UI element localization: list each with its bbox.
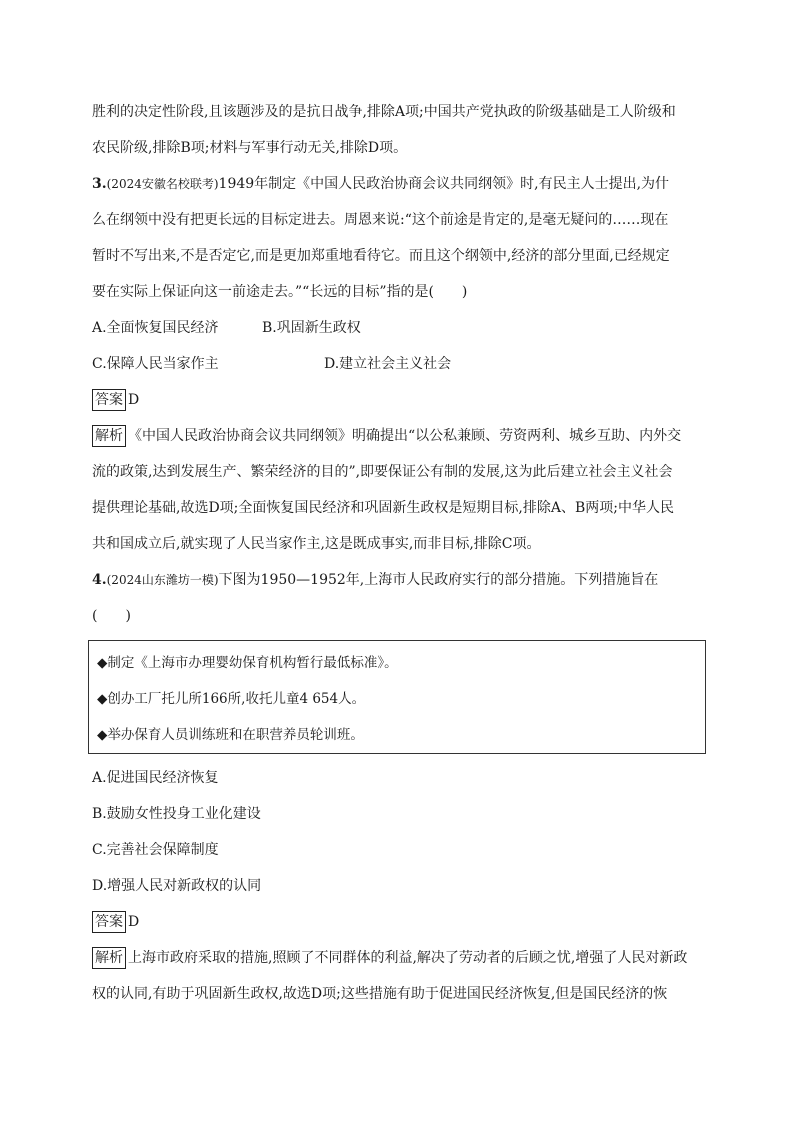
question-3-analysis [92, 424, 704, 556]
question-3-options [92, 316, 704, 376]
question-text: 下图为1950—1952年,上海市人民政府实行的部分措施。下列措施旨在 [218, 572, 659, 588]
question-number: 4. [92, 572, 107, 588]
document-page [92, 100, 704, 1018]
answer-value: D [128, 914, 140, 930]
option-b[interactable]: B.巩固新生政权 [262, 320, 361, 336]
text-line: 胜利的决定性阶段,且该题涉及的是抗日战争,排除A项;中国共产党执政的阶级基础是工人阶级和 [92, 104, 676, 120]
question-3-answer [92, 388, 704, 412]
question-text: 暂时不写出来,不是否定它,而是更加郑重地看待它。而且这个纲领中,经济的部分里面,已经规定 [92, 248, 670, 264]
question-4 [92, 568, 704, 628]
option-d[interactable]: D.建立社会主义社会 [324, 356, 452, 372]
measure-item: ◆制定《上海市办理婴幼保育机构暂行最低标准》。 [97, 655, 398, 671]
question-4-options [92, 766, 704, 898]
question-source: (2024安徽名校联考) [106, 177, 219, 191]
measure-item: ◆创办工厂托儿所166所,收托儿童4 654人。 [97, 691, 366, 707]
previous-analysis-continuation [92, 100, 704, 160]
option-b[interactable]: B.鼓励女性投身工业化建设 [92, 806, 261, 822]
analysis-text: 共和国成立后,就实现了人民当家作主,这是既成事实,而非目标,排除C项。 [92, 536, 541, 552]
option-a[interactable]: A.促进国民经济恢复 [92, 770, 219, 786]
answer-label: 答案 [92, 389, 126, 411]
analysis-text: 上海市政府采取的措施,照顾了不同群体的利益,解决了劳动者的后顾之忧,增强了人民对新政 [128, 950, 688, 966]
question-4-answer [92, 910, 704, 934]
analysis-label: 解析 [92, 425, 126, 447]
question-text: ( ) [92, 608, 131, 624]
question-3-first-line [92, 172, 704, 196]
question-text: 么在纲领中没有把更长远的目标定进去。周恩来说:“这个前途是肯定的,是毫无疑问的……现在 [92, 212, 669, 228]
question-source: (2024山东潍坊一模) [106, 573, 219, 587]
question-text: 要在实际上保证向这一前途走去。”“长远的目标”指的是( ) [92, 284, 468, 300]
question-4-analysis [92, 946, 704, 1006]
question-text: 1949年制定《中国人民政治协商会议共同纲领》时,有民主人士提出,为什 [218, 176, 670, 192]
option-d[interactable]: D.增强人民对新政权的认同 [92, 878, 262, 894]
analysis-label: 解析 [92, 947, 126, 969]
measures-box [88, 640, 706, 754]
answer-label: 答案 [92, 911, 126, 933]
question-4-first-line [92, 568, 704, 592]
option-c[interactable]: C.完善社会保障制度 [92, 842, 219, 858]
measure-item: ◆举办保育人员训练班和在职营养员轮训班。 [97, 727, 364, 743]
analysis-text: 提供理论基础,故选D项;全面恢复国民经济和巩固新生政权是短期目标,排除A、B两项;中华人民 [92, 500, 674, 516]
analysis-text: 权的认同,有助于巩固新生政权,故选D项;这些措施有助于促进国民经济恢复,但是国民经济的恢 [92, 986, 668, 1002]
option-a[interactable]: A.全面恢复国民经济 [92, 320, 219, 336]
answer-value: D [128, 392, 140, 408]
option-c[interactable]: C.保障人民当家作主 [92, 356, 219, 372]
analysis-text: 《中国人民政治协商会议共同纲领》明确提出“以公私兼顾、劳资两利、城乡互助、内外交 [128, 428, 682, 444]
question-3 [92, 172, 704, 304]
question-number: 3. [92, 176, 107, 192]
analysis-text: 流的政策,达到发展生产、繁荣经济的目的”,即要保证公有制的发展,这为此后建立社会主义社会 [92, 464, 673, 480]
text-line: 农民阶级,排除B项;材料与军事行动无关,排除D项。 [92, 140, 408, 156]
